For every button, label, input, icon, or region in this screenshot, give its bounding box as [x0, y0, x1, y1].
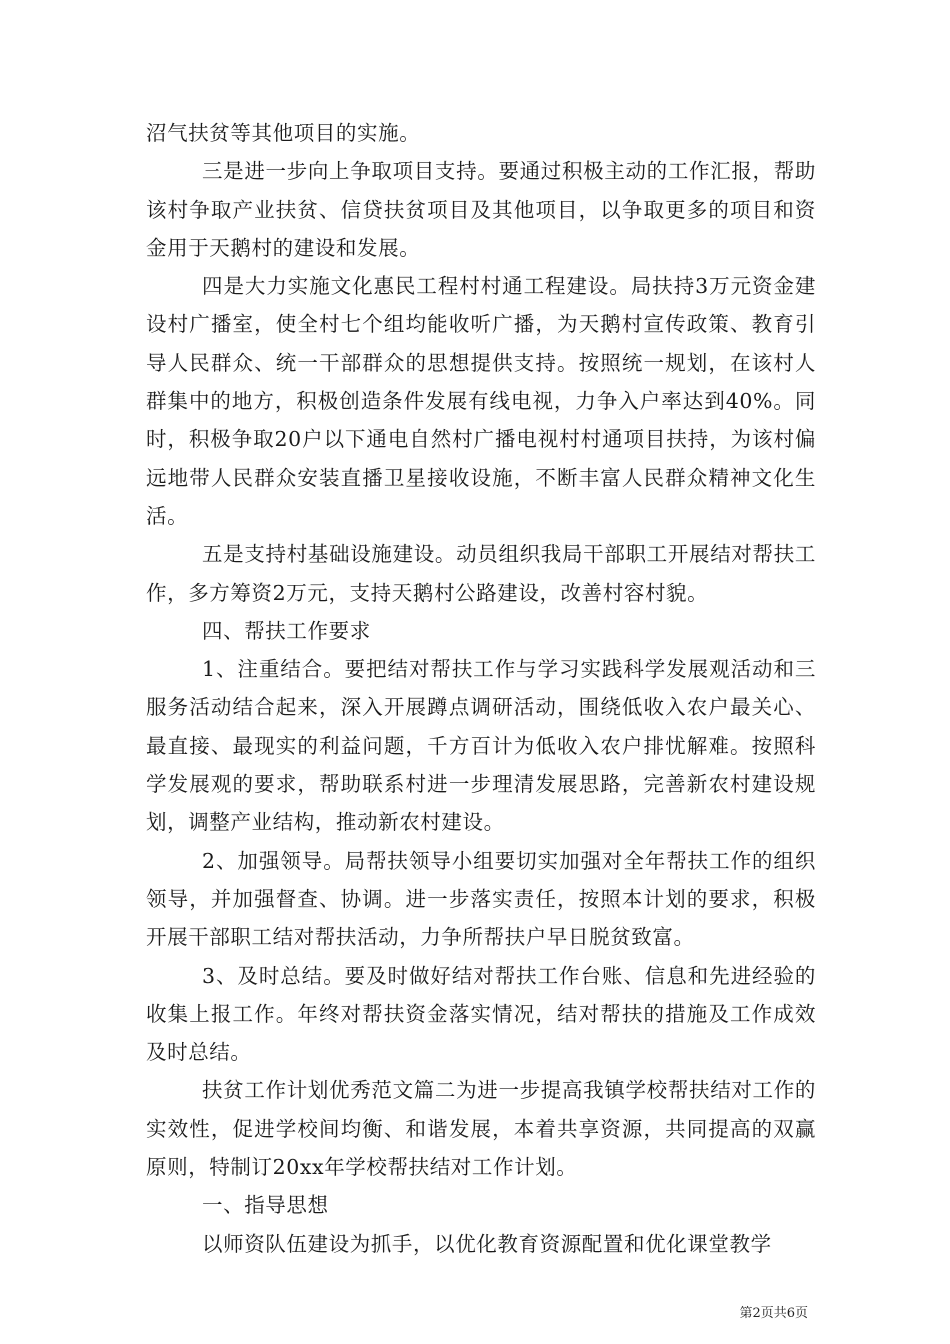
paragraph-9: 扶贫工作计划优秀范文篇二为进一步提高我镇学校帮扶结对工作的实效性，促进学校间均衡、和谐发展，本着共享资源，共同提高的双赢原则，特制订20xx年学校帮扶结对工作计划。 [146, 1078, 816, 1180]
section-heading-guiding-thought: 一、指导思想 [202, 1193, 329, 1218]
section-heading-requirements: 四、帮扶工作要求 [202, 618, 371, 643]
paragraph-11: 以师资队伍建设为抓手，以优化教育资源配置和优化课堂教学 [202, 1231, 772, 1256]
page-number-label: 第2页共6页 [739, 1306, 808, 1321]
paragraph-2: 三是进一步向上争取项目支持。要通过积极主动的工作汇报，帮助该村争取产业扶贫、信贷扶贫项目及其他项目，以争取更多的项目和资金用于天鹅村的建设和发展。 [146, 159, 816, 260]
page-number-footer [739, 1306, 808, 1322]
paragraph-7: 2、加强领导。局帮扶领导小组要切实加强对全年帮扶工作的组织领导，并加强督查、协调。进一步落实责任，按照本计划的要求，积极开展干部职工结对帮扶活动，力争所帮扶户早日脱贫致富。 [146, 848, 816, 950]
paragraph-8: 3、及时总结。要及时做好结对帮扶工作台账、信息和先进经验的收集上报工作。年终对帮扶资金落实情况，结对帮扶的措施及工作成效及时总结。 [146, 963, 816, 1065]
paragraph-1: 沼气扶贫等其他项目的实施。 [146, 121, 421, 145]
document-body [146, 114, 816, 1263]
paragraph-3: 四是大力实施文化惠民工程村村通工程建设。局扶持3万元资金建设村广播室，使全村七个组均能收听广播，为天鹅村宣传政策、教育引导人民群众、统一干部群众的思想提供支持。按照统一规划，在该村人群集中的地方，积极创造条件发展有线电视，力争入户率达到40%。同时，积极争取20户以下通电自然村广播电视村村通项目扶持，为该村偏远地带人民群众安装直播卫星接收设施，不断丰富人民群众精神文化生活。 [146, 274, 816, 528]
paragraph-6: 1、注重结合。要把结对帮扶工作与学习实践科学发展观活动和三服务活动结合起来，深入开展蹲点调研活动，围绕低收入农户最关心、最直接、最现实的利益问题，千方百计为低收入农户排忧解难。按照科学发展观的要求，帮助联系村进一步理清发展思路，完善新农村建设规划，调整产业结构，推动新农村建设。 [146, 657, 816, 835]
paragraph-4: 五是支持村基础设施建设。动员组织我局干部职工开展结对帮扶工作，多方筹资2万元，支持天鹅村公路建设，改善村容村貌。 [146, 542, 816, 605]
